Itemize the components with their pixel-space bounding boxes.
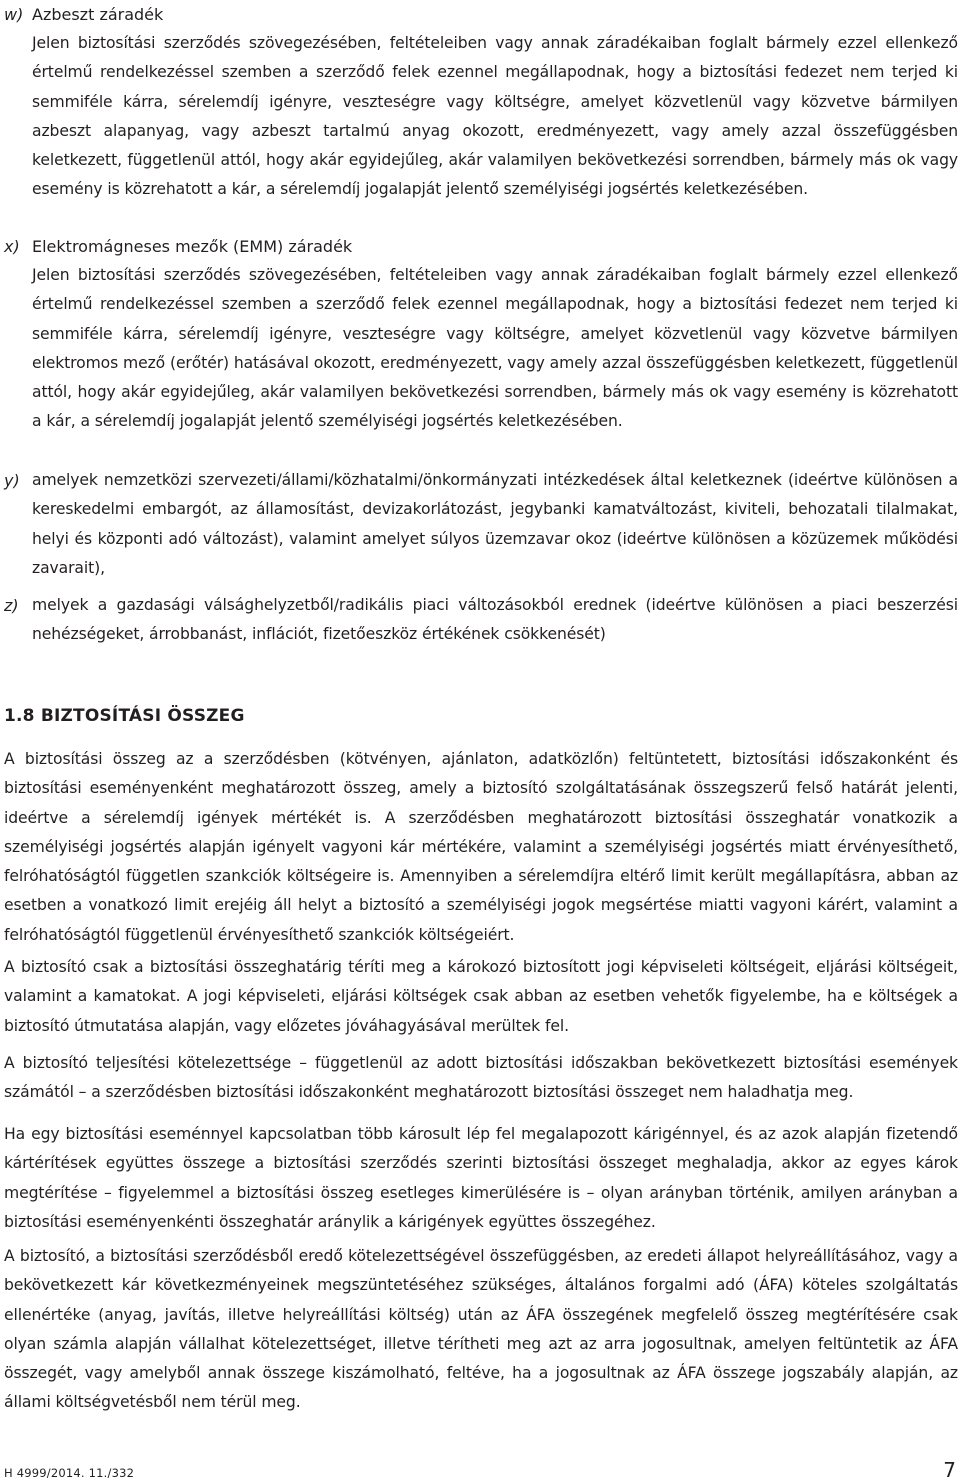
clause-title: Azbeszt záradék (32, 5, 164, 24)
clause-text: Jelen biztosítási szerződés szövegezésében, feltételeiben vagy annak záradékaiban foglalt bármely ezzel ellenkező értelmű rendelkezéssel szemben a szerződő felek ezennel megállapodnak, hogy a biztosítási fedezet nem terjed ki semmiféle kárra, sérelemdíj igényre, veszteségre vagy költségre, amelyet közvetlenül vagy közvetve bármilyen elektromos mező (erőtér) hatásával okozott, eredményezett, vagy amely azzal összefüggésben keletkezett, függetlenül attól, hogy akár egyidejűleg, akár valamilyen bekövetkezési sorrendben, bármely más ok vagy esemény is közrehatott a kár, a sérelemdíj jogalapját jelentő személyiségi jogsértés keletkezésében. (32, 266, 958, 431)
list-marker: x) (4, 237, 20, 256)
page-number: 7 (943, 1458, 956, 1482)
list-marker: y) (4, 471, 20, 490)
paragraph: A biztosító csak a biztosítási összeghatárig téríti meg a károkozó biztosított jogi képviseleti költségeit, eljárási költségeit, valamint a kamatokat. A jogi képviseleti, eljárási költségek csak abban az esetben vehetők figyelembe, ha e költségek a biztosító útmutatása alapján, vagy előzetes jóváhagyásával merültek fel. (4, 958, 958, 1035)
paragraph: Ha egy biztosítási eseménnyel kapcsolatban több károsult lép fel megalapozott kárigénnyel, és az azok alapján fizetendő kártérítések együttes összege a biztosítási szerződés szerinti biztosítási összeget meghaladja, akkor az egyes károk megtérítése – figyelemmel a biztosítási összeg esetleges kimerülésére is – olyan arányban történik, amilyen arányban a biztosítási eseményenkénti összeghatár aránylik a kárigények együttes összegéhez. (4, 1125, 958, 1231)
clause-text: amelyek nemzetközi szervezeti/állami/közhatalmi/önkormányzati intézkedések által keletkeznek (ideértve különösen a kereskedelmi embargót, az államosítást, devizakorlátozást, jegybanki kamatváltozást, kiviteli, behozatali tilalmakat, helyi és központi adó változást), valamint amelyet súlyos üzemzavar okoz (ideértve különösen a közüzemek működési zavarait), (32, 471, 958, 577)
clause-text: melyek a gazdasági válsághelyzetből/radikális piaci változásokból erednek (ideértve különösen a piaci beszerzési nehézségeket, árrobbanást, inflációt, fizetőeszköz értékének csökkenését) (32, 596, 958, 644)
paragraph: A biztosító, a biztosítási szerződésből eredő kötelezettségével összefüggésben, az eredeti állapot helyreállításához, vagy a bekövetkezett kár következményeinek megszüntetéséhez szükséges, általános forgalmi adó (ÁFA) köteles szolgáltatás ellenértéke (anyag, javítás, illetve helyreállítási költség) után az ÁFA összegének megfelelő összeg megtérítésére csak olyan számla alapján vállalhat kötelezettséget, illetve térítheti meg azt az arra jogosultnak, amelyen feltüntetik az ÁFA összegét, vagy amelyből annak összege kiszámolható, feltéve, ha a jogosultnak az ÁFA összege jogszabály alapján, az állami költségvetésből nem térül meg. (4, 1247, 958, 1412)
document-code: H 4999/2014. 11./332 (4, 1466, 135, 1480)
list-item-z (4, 591, 958, 650)
paragraph: A biztosító teljesítési kötelezettsége – függetlenül az adott biztosítási időszakban bekövetkezett biztosítási események számától – a szerződésben biztosítási időszakonként meghatározott biztosítási összeget nem haladhatja meg. (4, 1054, 958, 1102)
list-marker: w) (4, 5, 24, 24)
clause-title: Elektromágneses mezők (EMM) záradék (32, 237, 353, 256)
list-item-y (4, 466, 958, 583)
paragraph: A biztosítási összeg az a szerződésben (kötvényen, ajánlaton, adatközlőn) feltüntetett, biztosítási időszakonként és biztosítási eseményenként meghatározott összeg, amely a biztosító szolgáltatásának összegszerű felső határát jelenti, ideértve a sérelemdíj igények mértékét is. A szerződésben meghatározott biztosítási összeghatár vonatkozik a személyiségi jogsértés alapján igényelt vagyoni kár mértékére, valamint a személyiségi jogsértés miatt érvényesíthető, felróhatóságtól független szankciók költségeire is. Amennyiben a sérelemdíjra eltérő limit került megállapításra, abban az esetben a vonatkozó limit erejéig áll helyt a biztosító a személyiségi jogok megsértése miatti vagyoni kárért, valamint a felróhatóságtól függetlenül érvényesíthető szankciók költségeiért. (4, 750, 958, 944)
list-item-w (4, 0, 958, 205)
list-item-x (4, 232, 958, 437)
list-marker: z) (4, 596, 19, 615)
clause-text: Jelen biztosítási szerződés szövegezésében, feltételeiben vagy annak záradékaiban foglalt bármely ezzel ellenkező értelmű rendelkezéssel szemben a szerződő felek ezennel megállapodnak, hogy a biztosítási fedezet nem terjed ki semmiféle kárra, sérelemdíj igényre, veszteségre vagy költségre, amelyet közvetlenül vagy közvetve bármilyen azbeszt alapanyag, vagy azbeszt tartalmú anyag okozott, eredményezett, vagy amely azzal összefüggésben keletkezett, függetlenül attól, hogy akár egyidejűleg, akár valamilyen bekövetkezési sorrendben, bármely más ok vagy esemény is közrehatott a kár, a sérelemdíj jogalapját jelentő személyiségi jogsértés keletkezésében. (32, 34, 958, 199)
section-heading: 1.8 BIZTOSÍTÁSI ÖSSZEG (4, 706, 245, 726)
